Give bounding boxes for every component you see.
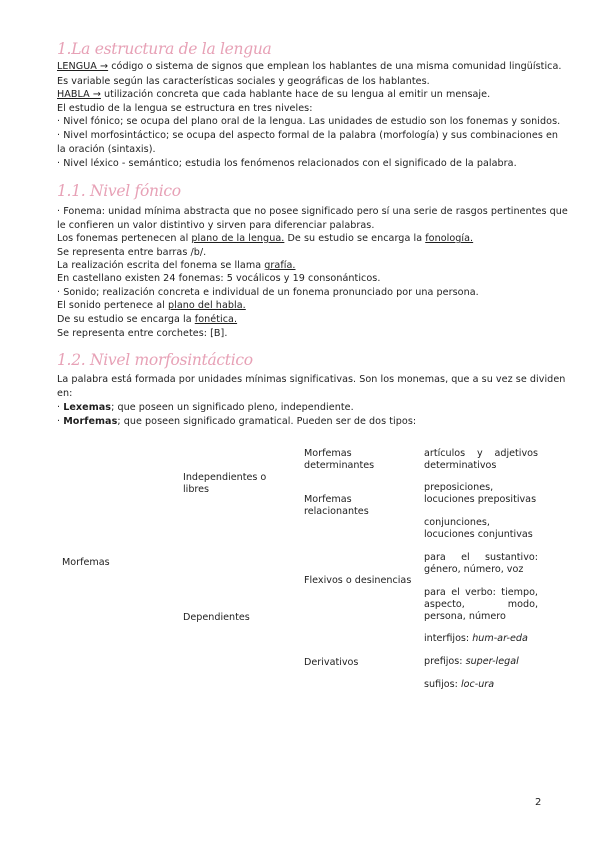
interfijos-example: hum-ar-eda [472, 633, 528, 644]
table-flex-verbo [424, 587, 538, 623]
table-rel-examples-1: preposiciones, locuciones prepositivas [424, 482, 537, 505]
lexemas-term: Lexemas [63, 402, 112, 413]
text-line: Es variable según las características sociales y geográficas de los hablantes. [57, 76, 430, 87]
table-det-examples [424, 448, 538, 472]
text-line: Se representa entre barras /b/. [57, 247, 207, 258]
plano-habla-term: plano del habla. [167, 300, 246, 311]
flex-sust-line: para el sustantivo: [424, 552, 538, 563]
lengua-definition [57, 61, 562, 73]
table-derivativos: Derivativos [304, 657, 359, 668]
level-fonico: · Nivel fónico; se ocupa del plano oral de la lengua. Las unidades de estudio son los fonemas y sonidos. [57, 116, 561, 127]
table-dependientes: Dependientes [183, 612, 250, 623]
text-line: le confieren un valor distintivo y sirven para diferenciar palabras. [57, 220, 375, 231]
prefijos-label: prefijos: [424, 656, 466, 667]
table-flex-sustantivo [424, 552, 538, 576]
habla-definition [57, 89, 490, 101]
det-examples-line: artículos y adjetivos determinativos [424, 448, 538, 471]
flex-sust-line: género, número, voz [424, 564, 524, 575]
table-determinantes: Morfemas determinantes [304, 448, 375, 471]
grafia-term: grafía. [264, 260, 296, 271]
interfijos-label: interfijos: [424, 633, 473, 644]
heading-estructura: 1.La estructura de la lengua [57, 40, 272, 58]
text-line: · Fonema: unidad mínima abstracta que no posee significado pero sí una serie de rasgos pertinentes que [57, 206, 568, 217]
sufijos-label: sufijos: [424, 679, 461, 690]
text-fragment: La realización escrita del fonema se llama [57, 260, 265, 271]
text-line: El estudio de la lengua se estructura en tres niveles: [57, 103, 313, 114]
table-rel-examples-2: conjunciones, locuciones conjuntivas [424, 517, 533, 540]
level-morfosintactico-cont: la oración (sintaxis). [57, 144, 156, 155]
table-interfijos [424, 633, 528, 645]
table-independientes: Independientes o libres [183, 472, 267, 495]
lexemas-line: · Lexemas; que poseen un significado pleno, independiente. [57, 402, 354, 413]
flex-verb-line: aspecto, modo, [424, 599, 538, 610]
sufijos-example: loc-ura [460, 679, 495, 690]
text-line: En castellano existen 24 fonemas: 5 vocálicos y 19 consonánticos. [57, 273, 381, 284]
table-prefijos [424, 656, 519, 668]
text-line: Se representa entre corchetes: [B]. [57, 328, 228, 339]
plano-lengua-term: plano de la lengua. [191, 233, 285, 244]
text-fragment: El sonido pertenece al [57, 300, 168, 311]
text-line: · Sonido; realización concreta e individual de un fonema pronunciado por una persona. [57, 287, 479, 298]
level-morfosintactico: · Nivel morfosintáctico; se ocupa del aspecto formal de la palabra (morfología) y sus combinaciones en [57, 130, 559, 141]
text-line [57, 300, 246, 312]
text-fragment: De su estudio se encarga la [284, 233, 426, 244]
flex-verb-line: persona, número [424, 611, 506, 622]
text-line [57, 233, 473, 245]
text-line: en: [57, 388, 73, 399]
fonetica-term: fonética. [194, 314, 238, 325]
text-fragment: ; que poseen un significado pleno, independiente. [111, 402, 354, 413]
morfemas-term: Morfemas [63, 416, 118, 427]
lengua-def: código o sistema de signos que emplean los hablantes de una misma comunidad lingüística. [108, 61, 562, 72]
morfemas-line: · Morfemas; que poseen significado gramatical. Pueden ser de dos tipos: [57, 416, 417, 427]
text-fragment: De su estudio se encarga la [57, 314, 195, 325]
text-line: La palabra está formada por unidades mínimas significativas. Son los monemas, que a su vez se dividen [57, 374, 566, 385]
lengua-term: LENGUA → [57, 61, 109, 72]
text-line [57, 260, 296, 272]
table-root-morfemas: Morfemas [62, 557, 110, 568]
table-relacionantes: Morfemas relacionantes [304, 494, 369, 517]
page-number: 2 [535, 797, 542, 808]
table-sufijos [424, 679, 494, 691]
heading-nivel-fonico: 1.1. Nivel fónico [57, 182, 181, 200]
heading-nivel-morfosintactico: 1.2. Nivel morfosintáctico [57, 351, 253, 369]
flex-verb-line: para el verbo: tiempo, [424, 587, 538, 598]
text-fragment: ; que poseen significado gramatical. Pueden ser de dos tipos: [117, 416, 417, 427]
table-flexivos: Flexivos o desinencias [304, 575, 412, 586]
text-fragment: Los fonemas pertenecen al [57, 233, 192, 244]
text-line [57, 314, 237, 326]
level-lexico: · Nivel léxico - semántico; estudia los fenómenos relacionados con el significado de la palabra. [57, 158, 517, 169]
habla-def: utilización concreta que cada hablante hace de su lengua al emitir un mensaje. [100, 89, 491, 100]
fonologia-term: fonología. [425, 233, 474, 244]
prefijos-example: super-legal [465, 656, 519, 667]
habla-term: HABLA → [57, 89, 101, 100]
